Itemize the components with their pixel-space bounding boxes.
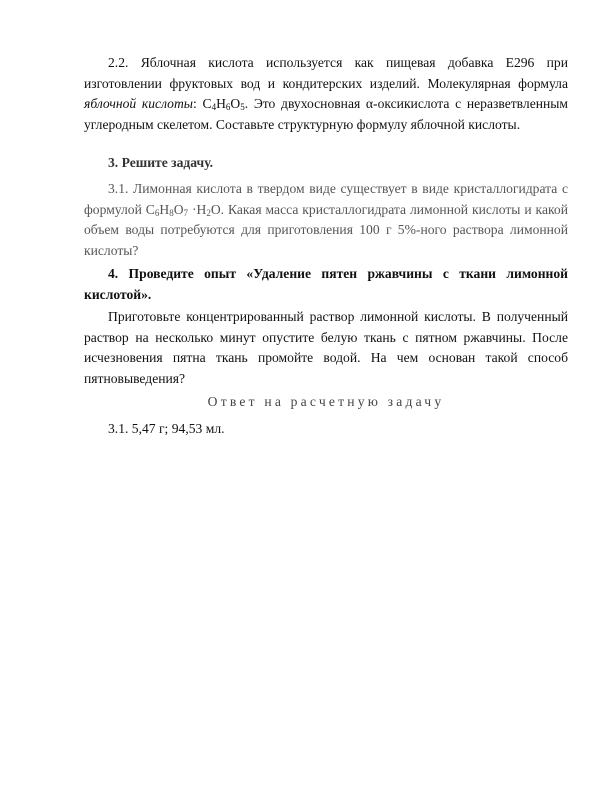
- p1-sub-1: 4: [211, 102, 217, 113]
- p3-text: 4. Проведите опыт «Удаление пятен ржавчины с ткани лимонной кислотой».: [84, 266, 568, 302]
- p1-o: O: [230, 96, 241, 112]
- p1-sub-2: 6: [225, 102, 231, 113]
- p2-dot: ·H: [188, 201, 207, 217]
- section-3-heading: 3. Решите задачу.: [108, 155, 214, 170]
- p2-h: H: [159, 201, 170, 217]
- section-4-heading: [84, 264, 568, 305]
- paragraph-experiment: [84, 307, 568, 390]
- paragraph-3-1: [84, 179, 568, 262]
- answer-text: 3.1. 5,47 г; 94,53 мл.: [108, 421, 225, 436]
- p2-sub-2: 8: [169, 207, 174, 218]
- p2-sub-4: 2: [206, 207, 211, 218]
- p1-sub-3: 5: [240, 102, 245, 113]
- p1-text-b: : C: [193, 96, 212, 112]
- p2-text-a: 3.1. Лимонная кислота в твердом виде существует в виде кристаллогидрата с формулой C: [84, 181, 568, 217]
- p2-o: O: [173, 201, 184, 217]
- p1-text-a: 2.2. Яблочная кислота используется как пищевая добавка Е296 при изготовлении фруктовых вод и кондитерских изделий. Молекулярная формула: [84, 55, 568, 91]
- p1-italic-term: яблочной кислоты: [84, 96, 193, 112]
- p4-text: Приготовьте концентрированный раствор лимонной кислоты. В полученный раствор на несколько минут опустите белую ткань с пятном ржавчины. После исчезновения пятна ткань промойте водой. На чем основан такой способ пятновыведения?: [84, 309, 568, 387]
- p2-text-b: O. Какая масса кристаллогидрата лимонной кислоты и какой объем воды потребуются для приготовления 100 г 5%-ного раствора лимонной кислоты?: [84, 201, 568, 259]
- paragraph-2-2: [84, 53, 568, 136]
- p2-sub-3: 7: [183, 207, 189, 218]
- p2-sub-1: 6: [154, 207, 160, 218]
- p1-h: H: [216, 96, 226, 112]
- p1-text-c: . Это двухосновная α-оксикислота с неразветвленным углеродным скелетом. Составьте структурную формулу яблочной кислоты.: [84, 96, 569, 133]
- answer-title: Ответ на расчетную задачу: [207, 394, 445, 409]
